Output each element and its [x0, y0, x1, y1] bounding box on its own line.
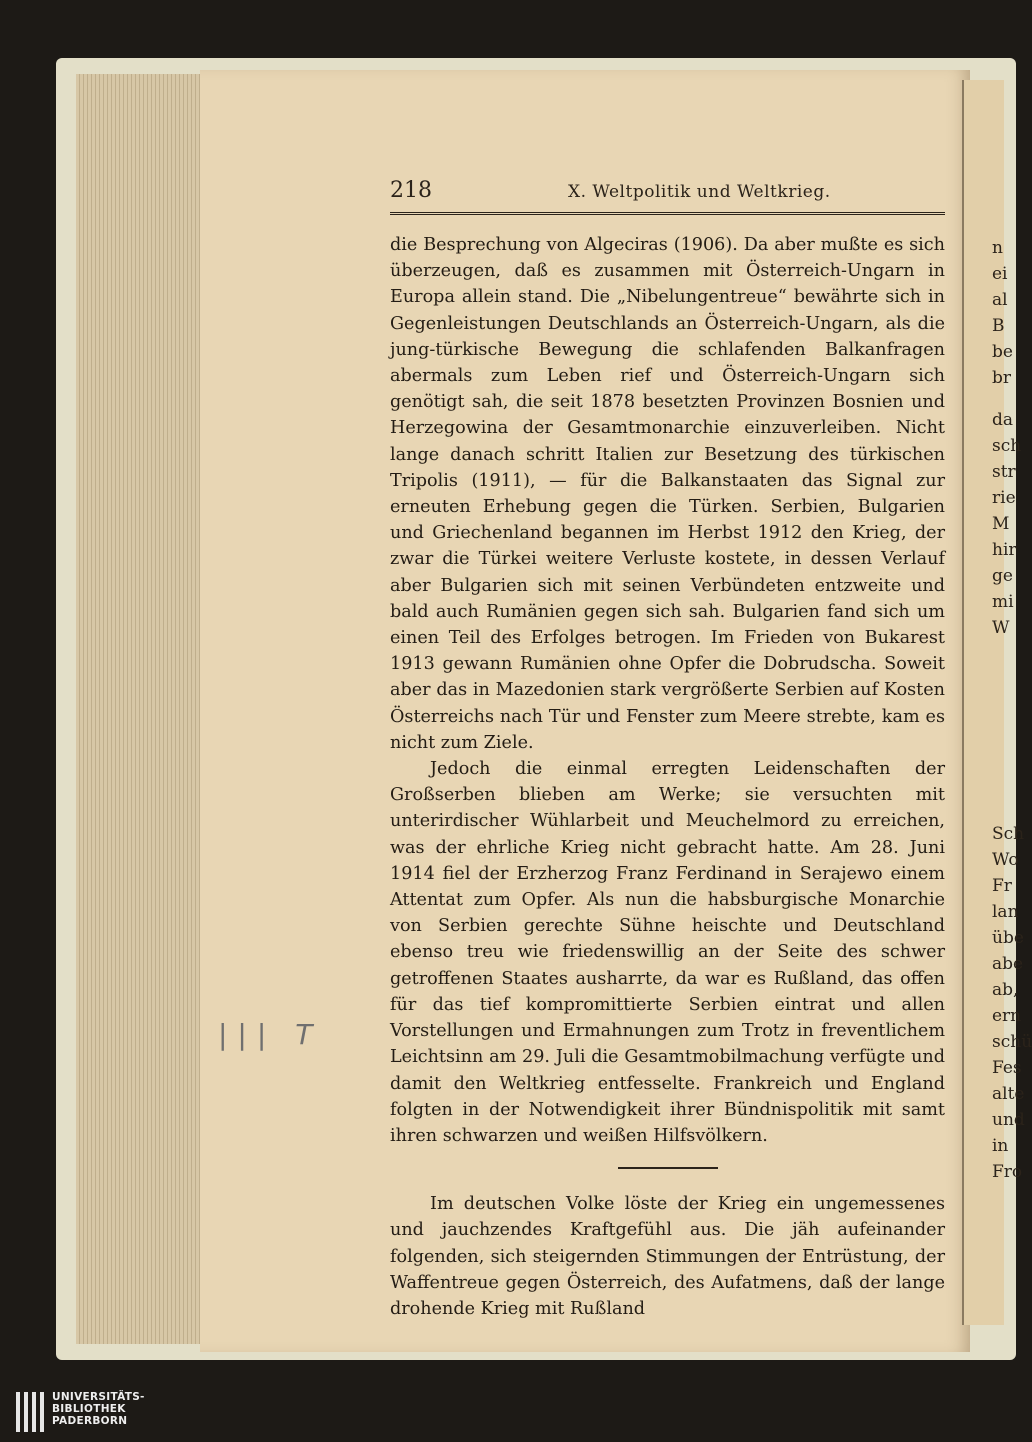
facing-page-fragment: Wo [992, 850, 1019, 870]
facing-page-fragment: schü [992, 1032, 1032, 1052]
facing-page-fragment: str [992, 462, 1016, 482]
facing-page-fragment: ei [992, 264, 1008, 284]
facing-page-fragment: übe [992, 928, 1024, 948]
paragraph: Im deutschen Volke löste der Krieg ein ungemessenes und jauchzendes Kraftgefühl aus. Die jäh aufeinander folgenden, sich steigernden Stimmungen der Entrüstung, der Waffentreue gegen Österreich, des Aufatmens, daß der lange drohende Krieg mit Rußland [390, 1194, 945, 1319]
library-logo [0, 1388, 200, 1440]
paragraph: die Besprechung von Algeciras (1906). Da aber mußte es sich überzeugen, daß es zusammen mit Österreich-Ungarn in Europa allein stand. Die „Nibelungentreue“ bewährte sich in Gegenleistungen Deutschlands an Österreich-Ungarn, als die jung-türkische Bewegung die schlafenden Balkanfragen abermals zum Leben rief und Österreich-Ungarn sich genötigt sah, die seit 1878 besetzten Provinzen Bosnien und Herzegowina der Gesamtmonarchie einzuverleiben. Nicht lange danach schritt Italien zur Besetzung des türkischen Tripolis (1911), — für die Balkanstaaten das Signal zur erneuten Erhebung gegen die Türken. Serbien, Bulgarien und Griechenland begannen im Herbst 1912 den Krieg, der zwar die Türkei weitere Verluste kostete, in dessen Verlauf aber Bulgarien sich mit seinen Verbündeten entzweite und bald auch Rumänien gegen sich sah. Bulgarien fand sich um einen Teil des Erfolges betrogen. Im Frieden von Bukarest 1913 gewann Rumänien ohne Opfer die Dobrudscha. Soweit aber das in Mazedonien stark vergrößerte Serbien auf Kosten Österreichs nach Tür und Fenster zum Meere strebte, kam es nicht zum Ziele. [390, 235, 945, 753]
facing-page-fragment: rie [992, 488, 1016, 508]
facing-page-fragment: und [992, 1110, 1025, 1130]
facing-page-fragment: mi [992, 592, 1014, 612]
page-number: 218 [390, 178, 432, 203]
facing-page-fragment: Fro [992, 1162, 1023, 1182]
page-edges [76, 74, 203, 1344]
facing-page-fragment: alte [992, 1084, 1025, 1104]
facing-page-fragment: M [992, 514, 1010, 534]
logo-mark-icon [16, 1392, 48, 1436]
facing-page-fragment: ern [992, 1006, 1022, 1026]
logo-line: BIBLIOTHEK [52, 1403, 126, 1415]
facing-page-fragment: al [992, 290, 1008, 310]
logo-line: UNIVERSITÄTS- [52, 1391, 145, 1403]
paragraph: Jedoch die einmal erregten Leidenschaften der Großserben blieben am Werke; sie versuchten mit unterirdischer Wühlarbeit und Meuchelmord zu erreichen, was der ehrliche Krieg nicht gebracht hatte. Am 28. Juni 1914 fiel der Erzherzog Franz Ferdinand in Serajewo einem Attentat zum Opfer. Als nun die habsburgische Monarchie von Serbien gerechte Sühne heischte und Deutschland ebenso treu wie friedenswillig an der Seite des schwer getroffenen Staates ausharrte, da war es Rußland, das offen für das tief kompromittierte Serbien eintrat und allen Vorstellungen und Ermahnungen zum Trotz in freventlichem Leichtsinn am 29. Juli die Gesamtmobilmachung verfügte und damit den Weltkrieg entfesselte. Frankreich und England folgten in der Notwendigkeit ihrer Bündnispolitik mit samt ihren schwarzen und weißen Hilfsvölkern. [390, 759, 945, 1146]
facing-page-fragment: n [992, 238, 1003, 258]
facing-page-fragment: ge [992, 566, 1013, 586]
logo-line: PADERBORN [52, 1415, 128, 1427]
facing-page-fragment: W [992, 618, 1010, 638]
facing-page-fragment: B [992, 316, 1005, 336]
facing-page-edge [962, 80, 1032, 1325]
facing-page-fragment: Sch [992, 824, 1025, 844]
body-text [390, 232, 945, 1322]
facing-page-fragment: Fes [992, 1058, 1022, 1078]
section-separator [618, 1167, 718, 1169]
facing-page-fragment: br [992, 368, 1012, 388]
facing-page-fragment: da [992, 410, 1014, 430]
facing-page-fragment: Fr [992, 876, 1012, 896]
pencil-margin-note: ||| T [218, 1018, 323, 1051]
facing-page-fragment: be [992, 342, 1013, 362]
facing-page-fragment: lan [992, 902, 1019, 922]
running-head: X. Weltpolitik und Weltkrieg. [568, 182, 831, 202]
facing-page-fragment: abe [992, 954, 1024, 974]
facing-page-fragment: ab, [992, 980, 1019, 1000]
logo-text [52, 1391, 145, 1427]
facing-page-fragment: sch [992, 436, 1022, 456]
facing-page-fragment: in [992, 1136, 1009, 1156]
facing-page-fragment: hir [992, 540, 1017, 560]
page-header [390, 178, 945, 215]
